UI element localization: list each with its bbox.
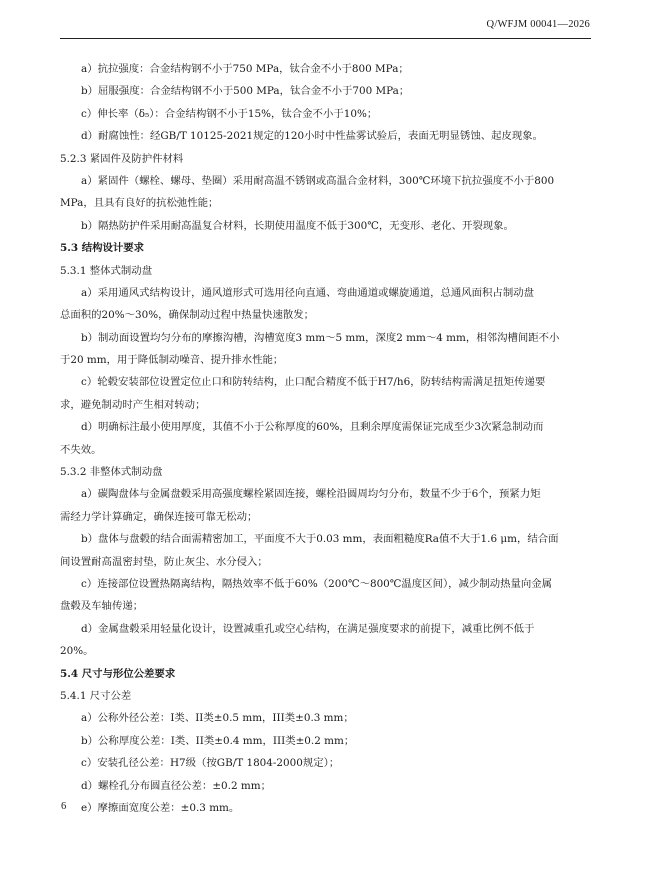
list-item-continuation: 求，避免制动时产生相对转动； bbox=[60, 398, 206, 411]
subsection-heading: 5.4.1 尺寸公差 bbox=[60, 689, 132, 702]
section-heading: 5.3 结构设计要求 bbox=[60, 242, 145, 255]
document-code-header: Q/WFJM 00041—2026 bbox=[486, 19, 590, 30]
list-item: e）摩擦面宽度公差：±0.3 mm。 bbox=[81, 801, 240, 814]
list-item: d）螺栓孔分布圆直径公差：±0.2 mm； bbox=[81, 779, 271, 792]
list-item-continuation: 间设置耐高温密封垫，防止灰尘、水分侵入； bbox=[60, 555, 268, 568]
list-item: a）采用通风式结构设计，通风道形式可选用径向直通、弯曲通道或螺旋通道，总通风面积占制动盘 bbox=[81, 286, 534, 299]
list-item-continuation: MPa，且具有良好的抗松弛性能； bbox=[60, 197, 219, 210]
list-item-continuation: 于20 mm，用于降低制动噪音、提升排水性能； bbox=[60, 354, 284, 367]
list-item: c）连接部位设置热隔离结构，隔热效率不低于60%（200℃～800℃温度区间），减少制动热量向金属 bbox=[81, 577, 553, 590]
subsection-heading: 5.3.2 非整体式制动盘 bbox=[60, 466, 163, 479]
list-item-continuation: 不失效。 bbox=[60, 443, 102, 456]
list-item-continuation: 20%。 bbox=[60, 645, 94, 658]
page-number: 6 bbox=[61, 801, 67, 812]
list-item: c）轮毂安装部位设置定位止口和防转结构，止口配合精度不低于H7/h6，防转结构需满足扭矩传递要 bbox=[81, 376, 546, 389]
list-item: c）伸长率（δ₅）：合金结构钢不小于15%，钛合金不小于10%； bbox=[81, 107, 378, 120]
list-item: b）隔热防护件采用耐高温复合材料，长期使用温度不低于300℃，无变形、老化、开裂现象。 bbox=[81, 219, 514, 232]
list-item: d）明确标注最小使用厚度，其值不小于公称厚度的60%，且剩余厚度需保证完成至少3次紧急制动而 bbox=[81, 421, 544, 434]
subsection-heading: 5.2.3 紧固件及防护件材料 bbox=[60, 152, 184, 165]
list-item: a）公称外径公差：I类、II类±0.5 mm，III类±0.3 mm； bbox=[81, 712, 354, 725]
document-body bbox=[60, 58, 593, 819]
subsection-heading: 5.3.1 整体式制动盘 bbox=[60, 264, 153, 277]
list-item-continuation: 需经力学计算确定，确保连接可靠无松动； bbox=[60, 510, 258, 523]
list-item: d）耐腐蚀性：经GB/T 10125-2021规定的120小时中性盐雾试验后，表面无明显锈蚀、起皮现象。 bbox=[81, 130, 544, 143]
list-item: a）紧固件（螺栓、螺母、垫圈）采用耐高温不锈钢或高温合金材料，300℃环境下抗拉强度不小于800 bbox=[81, 174, 555, 187]
list-item: a）抗拉强度：合金结构钢不小于750 MPa，钛合金不小于800 MPa； bbox=[81, 63, 409, 75]
list-item: b）制动面设置均匀分布的摩擦沟槽，沟槽宽度3 mm～5 mm，深度2 mm～4 mm，相邻沟槽间距不小 bbox=[81, 331, 560, 344]
section-heading: 5.4 尺寸与形位公差要求 bbox=[60, 667, 176, 680]
list-item-continuation: 盘毂及车轴传递； bbox=[60, 600, 144, 613]
list-item: c）安装孔径公差：H7级（按GB/T 1804-2000规定）； bbox=[81, 757, 340, 770]
list-item: b）盘体与盘毂的结合面需精密加工，平面度不大于0.03 mm，表面粗糙度Ra值不大于1.6 μm，结合面 bbox=[81, 533, 559, 546]
list-item: b）屈服强度：合金结构钢不小于500 MPa，钛合金不小于700 MPa； bbox=[81, 85, 410, 98]
list-item: b）公称厚度公差：I类、II类±0.4 mm，III类±0.2 mm； bbox=[81, 734, 355, 747]
list-item-continuation: 总面积的20%～30%，确保制动过程中热量快速散发； bbox=[60, 309, 314, 322]
list-item: d）金属盘毂采用轻量化设计，设置减重孔或空心结构，在满足强度要求的前提下，减重比例不低于 bbox=[81, 622, 535, 635]
list-item: a）碳陶盘体与金属盘毂采用高强度螺栓紧固连接，螺栓沿圆周均匀分布，数量不少于6个，预紧力矩 bbox=[81, 488, 541, 501]
header-divider bbox=[60, 38, 591, 39]
